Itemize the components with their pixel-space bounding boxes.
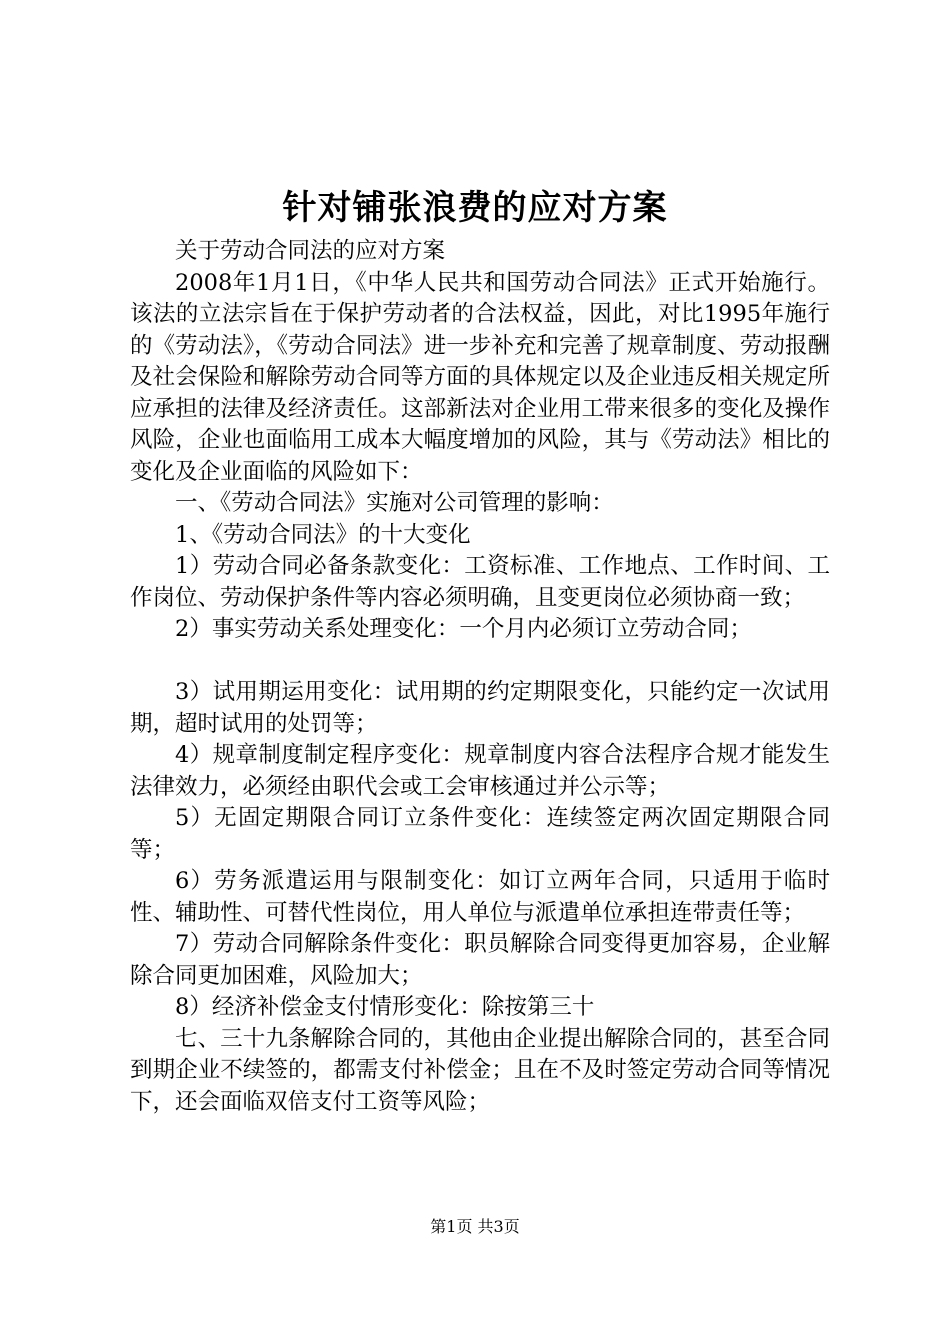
paragraph: 七、三十九条解除合同的，其他由企业提出解除合同的，甚至合同到期企业不续签的，都需支付补偿金；且在不及时签定劳动合同等情况下，还会面临双倍支付工资等风险； xyxy=(130,1025,830,1115)
paragraph: 一、《劳动合同法》实施对公司管理的影响： xyxy=(175,490,614,516)
paragraph: 2008年1月1日，《中华人民共和国劳动合同法》正式开始施行。该法的立法宗旨在于保护劳动者的合法权益，因此，对比1995年施行的《劳动法》，《劳动合同法》进一步补充和完善了规章制度、劳动报酬及社会保险和解除劳动合同等方面的具体规定以及企业违反相关规定所应承担的法律及经济责任。这部新法对企业用工带来很多的变化及操作风险，企业也面临用工成本大幅度增加的风险，其与《劳动法》相比的变化及企业面临的风险如下： xyxy=(130,269,830,485)
document-title: 针对铺张浪费的应对方案 xyxy=(282,188,668,228)
paragraph: 3）试用期运用变化：试用期的约定期限变化，只能约定一次试用期，超时试用的处罚等； xyxy=(130,679,830,737)
page-number-footer: 第1页 共3页 xyxy=(430,1217,520,1236)
paragraph: 7）劳动合同解除条件变化：职员解除合同变得更加容易，企业解除合同更加困难，风险加大； xyxy=(130,931,830,989)
paragraph: 2）事实劳动关系处理变化：一个月内必须订立劳动合同； xyxy=(175,616,752,642)
paragraph: 4）规章制度制定程序变化：规章制度内容合法程序合规才能发生法律效力，必须经由职代会或工会审核通过并公示等； xyxy=(130,742,830,800)
paragraph: 关于劳动合同法的应对方案 xyxy=(175,238,446,264)
document-body xyxy=(130,236,830,1118)
paragraph: 8）经济补偿金支付情形变化：除按第三十 xyxy=(175,994,595,1020)
paragraph: 1）劳动合同必备条款变化：工资标准、工作地点、工作时间、工作岗位、劳动保护条件等内容必须明确，且变更岗位必须协商一致； xyxy=(130,553,830,611)
paragraph: 1、《劳动合同法》的十大变化 xyxy=(175,521,471,548)
paragraph: 6）劳务派遣运用与限制变化：如订立两年合同，只适用于临时性、辅助性、可替代性岗位，用人单位与派遣单位承担连带责任等； xyxy=(130,868,830,926)
paragraph: 5）无固定期限合同订立条件变化：连续签定两次固定期限合同等； xyxy=(130,805,830,863)
